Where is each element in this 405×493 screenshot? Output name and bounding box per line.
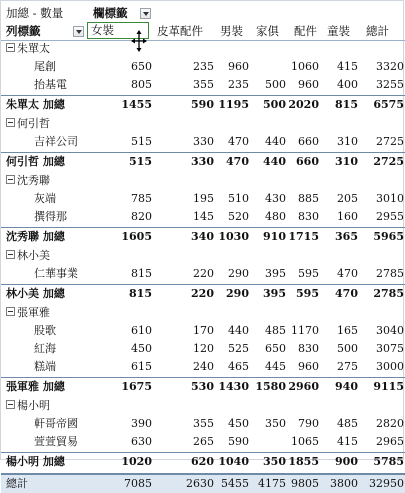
value-leather-accessories[interactable]: 265	[193, 435, 214, 448]
value-accessories[interactable]: 1065	[291, 435, 319, 448]
value-grand-total[interactable]: 2955	[376, 210, 404, 223]
value-womens[interactable]: 7085	[124, 477, 152, 490]
value-mens[interactable]: 450	[228, 417, 249, 430]
value-furniture[interactable]: 4175	[258, 477, 286, 490]
group-header-row	[1, 173, 405, 189]
value-accessories[interactable]: 660	[296, 155, 319, 168]
subtotal-label[interactable]: 何引哲 加總	[6, 155, 65, 168]
value-furniture[interactable]: 440	[265, 135, 286, 148]
value-womens[interactable]: 515	[129, 155, 152, 168]
value-accessories[interactable]: 595	[298, 267, 319, 280]
grand-total-row	[1, 473, 405, 493]
group-header[interactable]	[6, 116, 50, 132]
value-furniture[interactable]: 350	[263, 455, 286, 468]
value-mens[interactable]: 590	[228, 435, 249, 448]
value-furniture[interactable]: 910	[263, 230, 286, 243]
value-grand-total[interactable]: 3320	[376, 60, 404, 73]
group-name: 朱單太	[17, 42, 50, 55]
value-accessories[interactable]: 830	[298, 210, 319, 223]
value-kids[interactable]: 310	[337, 135, 358, 148]
column-filter-dropdown-icon[interactable]	[140, 8, 151, 19]
item-label[interactable]: 仁華事業	[34, 267, 78, 280]
value-accessories[interactable]: 1060	[291, 60, 319, 73]
value-mens[interactable]: 960	[228, 60, 249, 73]
column-labels-button[interactable]: 欄標籤	[93, 6, 128, 20]
value-furniture[interactable]: 440	[263, 155, 286, 168]
value-accessories[interactable]: 2960	[288, 380, 319, 393]
value-mens[interactable]: 1430	[218, 380, 249, 393]
value-grand-total[interactable]: 5785	[373, 455, 404, 468]
value-accessories[interactable]: 885	[298, 192, 319, 205]
value-womens[interactable]: 515	[131, 135, 152, 148]
column-header-leather-accessories[interactable]: 皮革配件	[157, 24, 203, 38]
value-furniture[interactable]: 395	[263, 287, 286, 300]
item-label[interactable]: 股歌	[34, 324, 56, 337]
pivot-header-row-1	[1, 5, 405, 21]
value-accessories[interactable]: 1170	[291, 324, 319, 337]
column-header-womens[interactable]: 女裝	[87, 22, 149, 39]
value-mens[interactable]: 525	[228, 342, 249, 355]
value-kids[interactable]: 3800	[330, 477, 358, 490]
value-leather-accessories[interactable]: 590	[191, 98, 214, 111]
value-grand-total[interactable]: 2785	[373, 287, 404, 300]
collapse-toggle-icon[interactable]	[6, 175, 15, 184]
value-womens[interactable]: 650	[131, 60, 152, 73]
item-row	[1, 191, 405, 207]
subtotal-label[interactable]: 張軍雅 加總	[6, 380, 65, 393]
value-leather-accessories[interactable]: 170	[193, 324, 214, 337]
value-mens[interactable]: 470	[226, 155, 249, 168]
item-label[interactable]: 軒哥帝國	[34, 417, 78, 430]
value-furniture[interactable]: 500	[263, 98, 286, 111]
group-header-row	[1, 305, 405, 321]
value-womens[interactable]: 820	[131, 210, 152, 223]
value-leather-accessories[interactable]: 120	[193, 342, 214, 355]
value-kids[interactable]: 815	[335, 98, 358, 111]
value-mens[interactable]: 440	[228, 324, 249, 337]
value-furniture[interactable]: 430	[265, 192, 286, 205]
value-womens[interactable]: 1455	[121, 98, 152, 111]
item-label[interactable]: 糕端	[34, 360, 56, 373]
value-mens[interactable]: 1040	[218, 455, 249, 468]
value-leather-accessories[interactable]: 355	[193, 78, 214, 91]
subtotal-row	[1, 227, 405, 245]
value-field-label: 加總 - 數量	[6, 6, 64, 20]
value-accessories[interactable]: 790	[298, 417, 319, 430]
group-name: 張軍雅	[17, 306, 50, 319]
group-header[interactable]	[6, 248, 50, 264]
value-grand-total[interactable]: 3040	[376, 324, 404, 337]
value-kids[interactable]: 275	[337, 360, 358, 373]
value-kids[interactable]: 165	[337, 324, 358, 337]
column-header-kids[interactable]: 童裝	[327, 24, 350, 38]
value-mens[interactable]: 290	[228, 267, 249, 280]
value-kids[interactable]: 160	[337, 210, 358, 223]
value-accessories[interactable]: 960	[298, 78, 319, 91]
value-furniture[interactable]: 650	[265, 342, 286, 355]
value-mens[interactable]: 1195	[218, 98, 249, 111]
item-row	[1, 434, 405, 450]
value-grand-total[interactable]: 3010	[376, 192, 404, 205]
value-womens[interactable]: 630	[131, 435, 152, 448]
item-label[interactable]: 萱萱貿易	[34, 435, 78, 448]
item-row	[1, 359, 405, 375]
subtotal-label[interactable]: 朱單太 加總	[6, 98, 65, 111]
value-womens[interactable]: 805	[131, 78, 152, 91]
value-grand-total[interactable]: 2725	[373, 155, 404, 168]
value-accessories[interactable]: 2020	[288, 98, 319, 111]
item-row	[1, 134, 405, 150]
value-kids[interactable]: 415	[337, 60, 358, 73]
value-womens[interactable]: 1605	[121, 230, 152, 243]
value-leather-accessories[interactable]: 145	[193, 210, 214, 223]
value-kids[interactable]: 940	[335, 380, 358, 393]
item-label[interactable]: 抬基電	[34, 78, 67, 91]
item-label[interactable]: 尾創	[34, 60, 56, 73]
column-header-furniture[interactable]: 家俱	[256, 24, 279, 38]
value-grand-total[interactable]: 3255	[376, 78, 404, 91]
value-grand-total[interactable]: 6575	[373, 98, 404, 111]
value-accessories[interactable]: 595	[296, 287, 319, 300]
value-mens[interactable]: 5455	[221, 477, 249, 490]
value-grand-total[interactable]: 2820	[376, 417, 404, 430]
value-furniture[interactable]: 445	[265, 360, 286, 373]
value-kids[interactable]: 310	[335, 155, 358, 168]
value-grand-total[interactable]: 2965	[376, 435, 404, 448]
value-leather-accessories[interactable]: 235	[193, 60, 214, 73]
value-womens[interactable]: 785	[131, 192, 152, 205]
item-label[interactable]: 紅海	[34, 342, 56, 355]
subtotal-row	[1, 452, 405, 470]
value-kids[interactable]: 900	[335, 455, 358, 468]
value-leather-accessories[interactable]: 330	[191, 155, 214, 168]
value-womens[interactable]: 815	[129, 287, 152, 300]
item-row	[1, 77, 405, 93]
group-name: 沈秀聯	[17, 174, 50, 187]
collapse-toggle-icon[interactable]	[6, 307, 15, 316]
column-header-grand-total[interactable]: 總計	[366, 24, 389, 38]
item-row	[1, 266, 405, 282]
subtotal-row	[1, 377, 405, 395]
item-label[interactable]: 吉祥公司	[34, 135, 78, 148]
value-mens[interactable]: 510	[228, 192, 249, 205]
value-furniture[interactable]: 485	[265, 324, 286, 337]
value-furniture[interactable]: 500	[265, 78, 286, 91]
value-mens[interactable]: 465	[228, 360, 249, 373]
value-kids[interactable]: 415	[337, 435, 358, 448]
group-header[interactable]	[6, 305, 50, 321]
subtotal-row	[1, 152, 405, 170]
subtotal-label[interactable]: 沈秀聯 加總	[6, 230, 65, 243]
value-accessories[interactable]: 960	[298, 360, 319, 373]
value-grand-total[interactable]: 3075	[376, 342, 404, 355]
item-row	[1, 209, 405, 225]
subtotal-label[interactable]: 林小美 加總	[6, 287, 65, 300]
value-kids[interactable]: 470	[337, 267, 358, 280]
value-accessories[interactable]: 660	[298, 135, 319, 148]
value-mens[interactable]: 290	[226, 287, 249, 300]
subtotal-row	[1, 284, 405, 302]
collapse-toggle-icon[interactable]	[6, 43, 15, 52]
value-leather-accessories[interactable]: 355	[193, 417, 214, 430]
value-furniture[interactable]: 480	[265, 210, 286, 223]
value-accessories[interactable]: 1855	[288, 455, 319, 468]
value-leather-accessories[interactable]: 220	[193, 267, 214, 280]
value-furniture[interactable]: 395	[265, 267, 286, 280]
value-grand-total[interactable]: 2785	[376, 267, 404, 280]
value-leather-accessories[interactable]: 220	[191, 287, 214, 300]
group-header-row	[1, 398, 405, 414]
collapse-toggle-icon[interactable]	[6, 118, 15, 127]
value-grand-total[interactable]: 2725	[376, 135, 404, 148]
value-kids[interactable]: 470	[335, 287, 358, 300]
item-row	[1, 323, 405, 339]
value-kids[interactable]: 400	[337, 78, 358, 91]
group-header[interactable]	[6, 173, 50, 189]
value-womens[interactable]: 1675	[121, 380, 152, 393]
grand-total-label[interactable]: 總計	[6, 477, 28, 490]
value-grand-total[interactable]: 3000	[376, 360, 404, 373]
value-womens[interactable]: 1020	[121, 455, 152, 468]
pivot-header-row-2	[1, 23, 405, 41]
item-row	[1, 59, 405, 75]
value-mens[interactable]: 470	[228, 135, 249, 148]
value-accessories[interactable]: 830	[298, 342, 319, 355]
value-womens[interactable]: 615	[131, 360, 152, 373]
group-header[interactable]	[6, 398, 50, 414]
value-womens[interactable]: 450	[131, 342, 152, 355]
group-name: 楊小明	[17, 399, 50, 412]
value-womens[interactable]: 390	[131, 417, 152, 430]
value-grand-total[interactable]: 5965	[373, 230, 404, 243]
value-accessories[interactable]: 9805	[291, 477, 319, 490]
subtotal-row	[1, 95, 405, 113]
group-header[interactable]	[6, 41, 50, 57]
value-accessories[interactable]: 1715	[288, 230, 319, 243]
value-kids[interactable]: 485	[337, 417, 358, 430]
value-grand-total[interactable]: 32950	[369, 477, 404, 490]
group-name: 何引哲	[17, 117, 50, 130]
item-label[interactable]: 撰得那	[34, 210, 67, 223]
group-header-row	[1, 248, 405, 264]
column-header-accessories[interactable]: 配件	[294, 24, 317, 38]
value-leather-accessories[interactable]: 530	[191, 380, 214, 393]
value-leather-accessories[interactable]: 340	[191, 230, 214, 243]
row-filter-dropdown-icon[interactable]	[73, 26, 84, 37]
value-kids[interactable]: 365	[335, 230, 358, 243]
collapse-toggle-icon[interactable]	[6, 250, 15, 259]
value-leather-accessories[interactable]: 2630	[186, 477, 214, 490]
value-kids[interactable]: 205	[337, 192, 358, 205]
value-leather-accessories[interactable]: 195	[193, 192, 214, 205]
item-label[interactable]: 灰端	[34, 192, 56, 205]
row-labels-button[interactable]: 列標籤	[6, 24, 41, 38]
subtotal-label[interactable]: 楊小明 加總	[6, 455, 65, 468]
value-womens[interactable]: 815	[131, 267, 152, 280]
group-name: 林小美	[17, 249, 50, 262]
value-furniture[interactable]: 1580	[255, 380, 286, 393]
item-row	[1, 341, 405, 357]
value-kids[interactable]: 500	[337, 342, 358, 355]
item-row	[1, 416, 405, 432]
value-leather-accessories[interactable]: 330	[193, 135, 214, 148]
value-mens[interactable]: 520	[228, 210, 249, 223]
value-furniture[interactable]: 350	[265, 417, 286, 430]
value-womens[interactable]: 610	[131, 324, 152, 337]
value-leather-accessories[interactable]: 240	[193, 360, 214, 373]
value-mens[interactable]: 235	[228, 78, 249, 91]
value-leather-accessories[interactable]: 620	[191, 455, 214, 468]
value-grand-total[interactable]: 9115	[373, 380, 404, 393]
group-header-row	[1, 41, 405, 57]
column-header-mens[interactable]: 男裝	[220, 24, 243, 38]
value-mens[interactable]: 1030	[218, 230, 249, 243]
group-header-row	[1, 116, 405, 132]
collapse-toggle-icon[interactable]	[6, 400, 15, 409]
move-cursor-icon	[131, 30, 147, 52]
